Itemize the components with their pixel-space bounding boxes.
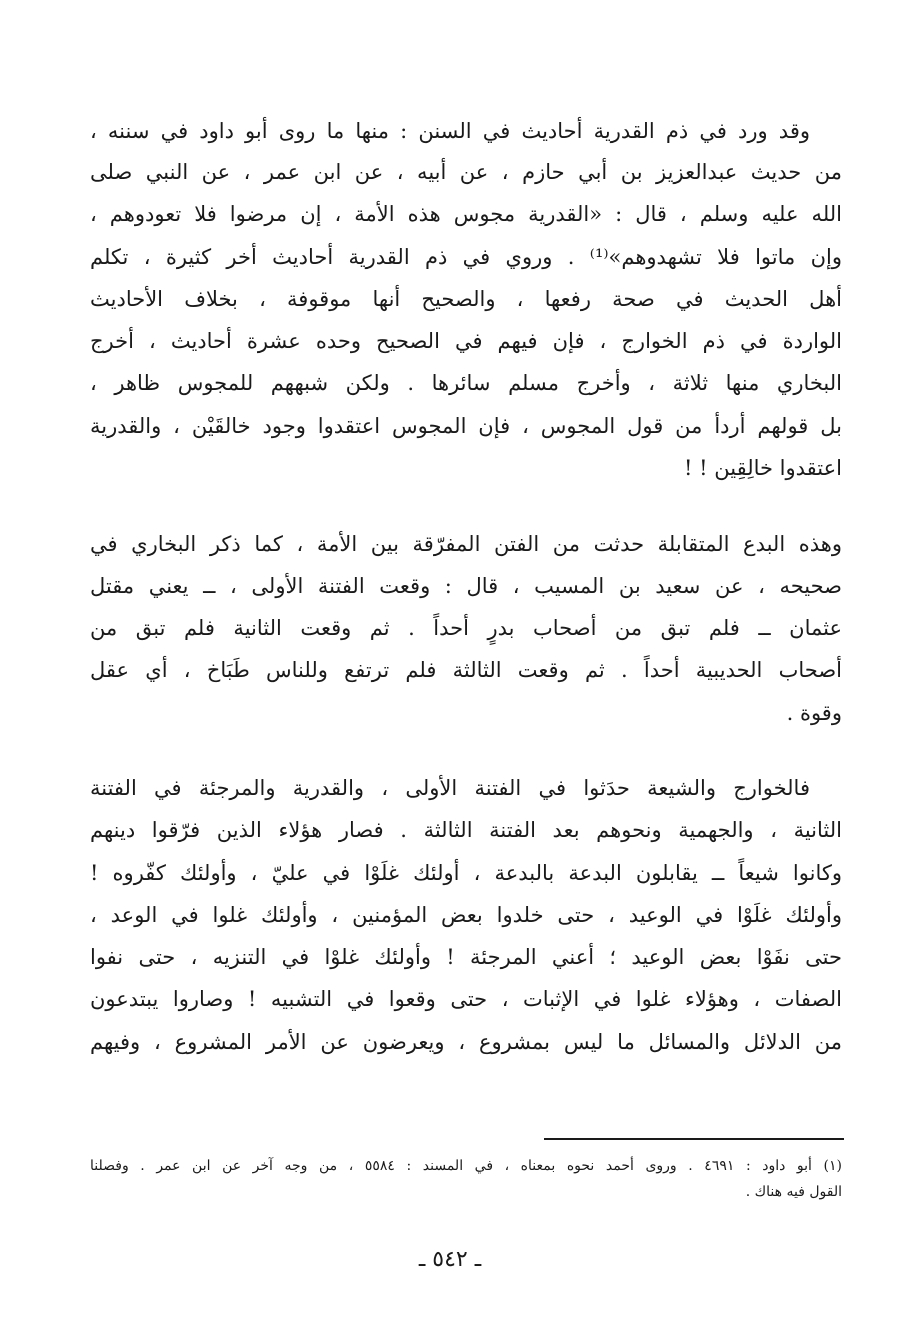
paragraph-2-line-4: أصحاب الحديبية أحداً . ثم وقعت الثالثة فلم ترتفع وللناس طَبَاخ ، أي عقل	[90, 658, 842, 682]
page-number: ـ ٥٤٢ ـ	[418, 1247, 482, 1272]
paragraph-3-line-6: الصفات ، وهؤلاء غلوا في الإثبات ، حتى وقعوا في التشبيه ! وصاروا يبتدعون	[90, 987, 842, 1011]
paragraph-2-line-2: صحيحه ، عن سعيد بن المسيب ، قال : وقعت الفتنة الأولى ، ــ يعني مقتل	[90, 574, 842, 598]
paragraph-3-line-4: وأولئك غلَوْا في الوعيد ، حتى خلدوا بعض المؤمنين ، وأولئك غلوا في الوعد ،	[90, 903, 842, 927]
paragraph-3-line-3: وكانوا شيعاً ــ يقابلون البدعة بالبدعة ، أولئك غلَوْا في عليّ ، وأولئك كفّروه !	[90, 861, 842, 885]
paragraph-1-line-6: الواردة في ذم الخوارج ، فإن فيهم في الصحيح وحده عشرة أحاديث ، أخرج	[90, 329, 842, 353]
footnote-line-1: (١) أبو داود : ٤٦٩١ . وروى أحمد نحوه بمعناه ، في المسند : ٥٥٨٤ ، من وجه آخر عن ابن عمر . وفصلنا	[90, 1158, 842, 1174]
paragraph-1-line-9: اعتقدوا خالِقِين ! !	[684, 456, 842, 480]
paragraph-1-line-3: الله عليه وسلم ، قال : «القدرية مجوس هذه الأمة ، إن مرضوا فلا تعودوهم ،	[90, 202, 842, 226]
paragraph-3-line-7: من الدلائل والمسائل ما ليس بمشروع ، ويعرضون عن الأمر المشروع ، وفيهم	[90, 1030, 842, 1054]
paragraph-1-line-8: بل قولهم أردأ من قول المجوس ، فإن المجوس اعتقدوا وجود خالقَيْن ، والقدرية	[90, 414, 842, 438]
paragraph-3-line-2: الثانية ، والجهمية ونحوهم بعد الفتنة الثالثة . فصار هؤلاء الذين فرّقوا دينهم	[90, 818, 842, 842]
paragraph-3-line-5: حتى نفَوْا بعض الوعيد ؛ أعني المرجئة ! وأولئك غلوْا في التنزيه ، حتى نفوا	[90, 945, 842, 969]
paragraph-2-line-1: وهذه البدع المتقابلة حدثت من الفتن المفرّقة بين الأمة ، كما ذكر البخاري في	[90, 532, 842, 556]
paragraph-1-line-4: وإن ماتوا فلا تشهدوهم»⁽¹⁾ . وروي في ذم القدرية أحاديث أخر كثيرة ، تكلم	[90, 245, 842, 269]
footnote-separator	[544, 1138, 844, 1140]
footnote-line-2: القول فيه هناك .	[745, 1184, 842, 1200]
paragraph-2-line-5: وقوة .	[786, 701, 842, 725]
paragraph-2-line-3: عثمان ــ فلم تبق من أصحاب بدرٍ أحداً . ثم وقعت الثانية فلم تبق من	[90, 616, 842, 640]
paragraph-3-line-1: فالخوارج والشيعة حدَثوا في الفتنة الأولى ، والقدرية والمرجئة في الفتنة	[90, 776, 810, 800]
paragraph-1-line-7: البخاري منها ثلاثة ، وأخرج مسلم سائرها . ولكن شبههم للمجوس ظاهر ،	[90, 371, 842, 395]
paragraph-1-line-5: أهل الحديث في صحة رفعها ، والصحيح أنها موقوفة ، بخلاف الأحاديث	[90, 287, 842, 311]
paragraph-1-line-2: من حديث عبدالعزيز بن أبي حازم ، عن أبيه ، عن ابن عمر ، عن النبي صلى	[90, 160, 842, 184]
paragraph-1-line-1: وقد ورد في ذم القدرية أحاديث في السنن : منها ما روى أبو داود في سننه ،	[90, 119, 810, 143]
